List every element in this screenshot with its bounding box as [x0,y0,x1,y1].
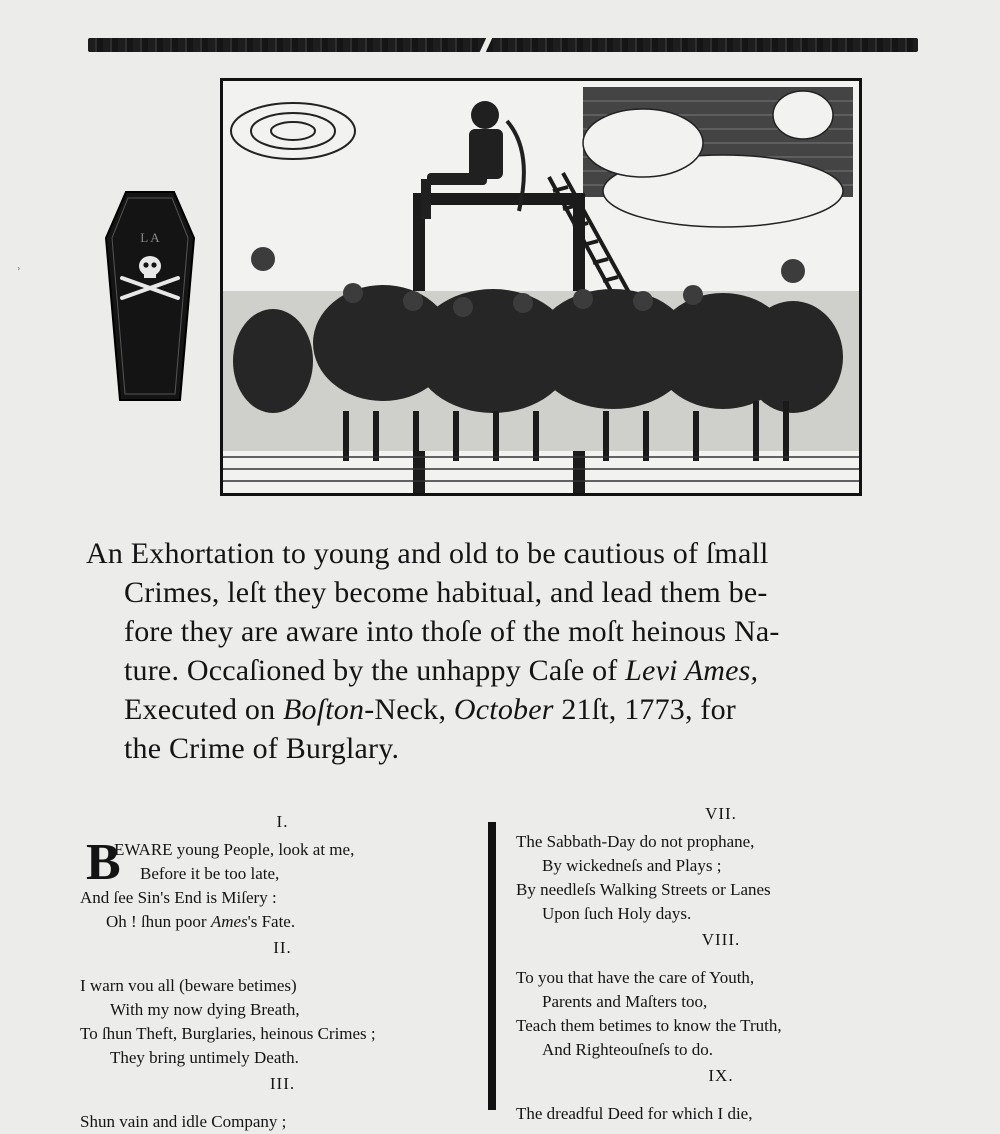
verse-line: Teach them betimes to know the Truth, [516,1016,782,1035]
title-text: 21ſt, 1773, for [553,693,736,726]
verse-line: Parents and Maſters too, [542,992,708,1011]
top-ornamental-rule [88,38,918,52]
verse-column-right [516,800,926,1126]
verse-line: By needleſs Walking Streets or Lanes [516,880,771,899]
title-line [86,690,926,729]
verse-line: And Righteouſneſs to do. [542,1040,713,1059]
cloud-swirl [231,103,355,159]
stanza-numeral: III. [269,1074,296,1093]
ground [223,457,859,481]
verse-text: 's Fate. [247,912,296,931]
verse-line: To you that have the care of Youth, [516,968,755,987]
crowd [223,247,859,461]
verse-text: Oh ! ſhun poor [106,912,211,931]
verse-column-left [80,808,485,1134]
verse-name: Ames [210,912,248,931]
title-line: An Exhortation to young and old to be cautious of ſmall [86,537,769,570]
verse-line: The dreadful Deed for which I die, [516,1104,753,1123]
exhortation-title [86,534,926,768]
stanza-numeral: VII. [705,804,737,823]
stanza-numeral: IX. [708,1066,734,1085]
column-divider [488,822,496,1110]
title-line [86,651,926,690]
month-name: October [453,693,554,726]
title-text: ture. Occaſioned by the unhappy Caſe of [124,654,626,687]
verse-line: The Sabbath-Day do not prophane, [516,832,755,851]
verse-line [80,910,485,934]
title-line: the Crime of Burglary. [124,732,400,765]
verse-line: By wickedneſs and Plays ; [542,856,722,875]
title-line: Crimes, leſt they become habitual, and lead them be- [124,576,768,609]
verse-line: And ſee Sin's End is Miſery : [80,888,277,907]
verse-line: With my now dying Breath, [110,1000,300,1019]
condemned-name: Levi Ames, [625,654,759,687]
execution-woodcut-illustration [220,78,862,496]
place-name: Boſton [283,693,365,726]
title-text: Executed on [124,693,284,726]
verse-line: Shun vain and idle Company ; [80,1112,287,1131]
title-text: -Neck, [364,693,454,726]
stanza-numeral: I. [276,812,289,831]
stanza-numeral: II. [273,938,292,957]
verse-line: Before it be too late, [140,864,280,883]
verse-line: They bring untimely Death. [110,1048,299,1067]
drop-capital: B [86,834,121,891]
verse-line: I warn vou all (beware betimes) [80,976,297,995]
verse-line: Upon ſuch Holy days. [542,904,692,923]
verse-line: EWARE young People, look at me, [114,840,355,859]
coffin-initials: L A [140,230,160,245]
verse-line: To ſhun Theft, Burglaries, heinous Crimes ; [80,1024,376,1043]
coffin-emblem [104,190,196,402]
stanza-1 [80,834,485,891]
title-line: fore they are aware into thoſe of the moſt heinous Na- [124,615,780,648]
margin-mark: ˒ [16,258,22,275]
stanza-numeral: VIII. [701,930,741,949]
